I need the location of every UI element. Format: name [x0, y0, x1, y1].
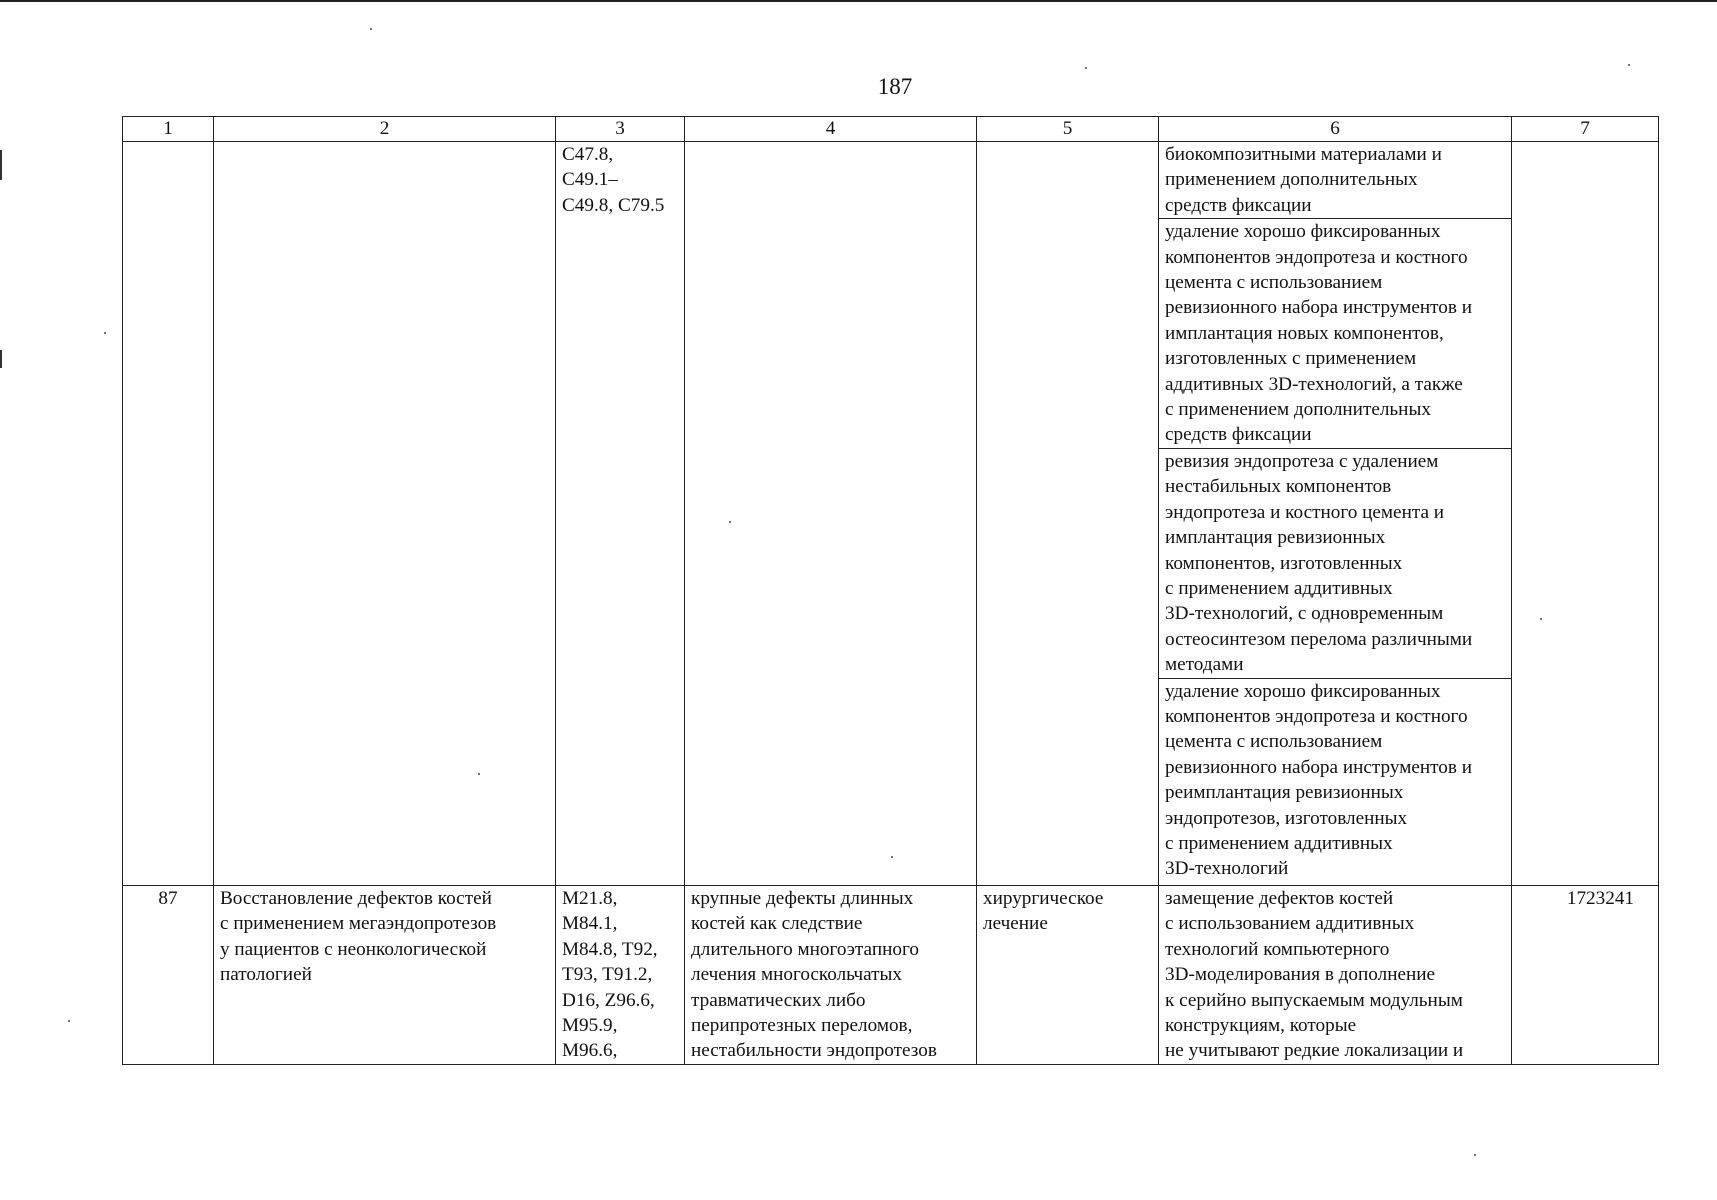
column-header: 7 — [1512, 117, 1659, 142]
scan-speck — [370, 28, 372, 30]
cell-cost: 1723241 — [1512, 886, 1659, 1065]
method-line: компонентов эндопротеза и костного — [1165, 705, 1468, 727]
method-line: 3D-моделирования в дополнение — [1165, 964, 1436, 986]
patient-model-line: длительного многоэтапного — [691, 938, 919, 960]
method-line: аддитивных 3D-технологий, а также — [1165, 373, 1463, 395]
cell-icd-codes — [556, 886, 685, 1065]
icd-code-line: D16, Z96.6, — [562, 989, 655, 1011]
page-top-edge — [0, 0, 1717, 2]
table-row — [123, 886, 1659, 1065]
cell-treatment-type — [977, 142, 1159, 886]
scan-edge-mark — [0, 150, 2, 180]
column-number-row — [123, 117, 1659, 142]
method-block — [1159, 142, 1511, 218]
icd-code-line: M95.9, — [562, 1015, 618, 1037]
cell-treatment-methods — [1159, 142, 1512, 886]
method-line: имплантация новых компонентов, — [1165, 322, 1444, 344]
method-line: эндопротеза и костного цемента и — [1165, 501, 1445, 523]
scan-speck — [68, 1020, 70, 1022]
scan-speck — [1474, 1154, 1476, 1156]
column-header: 5 — [977, 117, 1159, 142]
icd-code-line: C49.8, C79.5 — [562, 194, 665, 216]
method-line: нестабильных компонентов — [1165, 476, 1392, 498]
patient-model-line: крупные дефекты длинных — [691, 888, 914, 909]
patient-model-line: костей как следствие — [691, 913, 863, 935]
method-line: с применением аддитивных — [1165, 832, 1393, 854]
column-header: 4 — [685, 117, 977, 142]
method-line: изготовленных с применением — [1165, 348, 1417, 370]
method-block — [1159, 218, 1511, 448]
method-line: цемента с использованием — [1165, 272, 1383, 294]
method-line: удаление хорошо фиксированных — [1165, 221, 1441, 243]
method-line: компонентов эндопротеза и костного — [1165, 246, 1468, 268]
scan-speck — [1628, 64, 1630, 66]
profile-line: с применением мегаэндопротезов — [220, 913, 497, 935]
table-row — [123, 142, 1659, 886]
method-line: замещение дефектов костей — [1165, 888, 1394, 909]
method-line: 3D-технологий, с одновременным — [1165, 603, 1444, 625]
method-line: цемента с использованием — [1165, 731, 1383, 753]
method-line: эндопротезов, изготовленных — [1165, 807, 1408, 829]
scan-speck — [1085, 67, 1087, 69]
profile-line: патологией — [220, 964, 312, 986]
method-line: методами — [1165, 654, 1244, 676]
cell-profile — [214, 142, 556, 886]
method-line: реимплантация ревизионных — [1165, 782, 1404, 804]
cell-patient-model — [685, 886, 977, 1065]
method-line: с применением аддитивных — [1165, 577, 1393, 599]
icd-code-line: M96.6, — [562, 1040, 618, 1062]
method-line: компонентов, изготовленных — [1165, 552, 1403, 574]
treatment-type-line: лечение — [983, 913, 1048, 935]
method-line: конструкциям, которые — [1165, 1015, 1357, 1037]
method-line: биокомпозитными материалами и — [1165, 144, 1442, 165]
method-line: ревизионного набора инструментов и — [1165, 297, 1472, 319]
cell-treatment-type — [977, 886, 1159, 1065]
column-header: 2 — [214, 117, 556, 142]
method-block — [1159, 448, 1511, 678]
scan-speck — [104, 332, 106, 334]
method-line: ревизия эндопротеза с удалением — [1165, 450, 1439, 472]
method-line: к серийно выпускаемым модульным — [1165, 989, 1463, 1011]
method-line: средств фиксации — [1165, 424, 1312, 446]
method-line: остеосинтезом перелома различными — [1165, 628, 1473, 650]
method-line: средств фиксации — [1165, 194, 1312, 216]
treatment-type-line: хирургическое — [983, 888, 1104, 909]
cell-cost — [1512, 142, 1659, 886]
icd-code-line: M21.8, — [562, 888, 618, 909]
icd-code-line: C49.1– — [562, 169, 618, 191]
scan-edge-mark — [0, 350, 2, 368]
method-line: ревизионного набора инструментов и — [1165, 756, 1472, 778]
column-header: 1 — [123, 117, 214, 142]
cell-treatment-methods — [1159, 886, 1512, 1065]
patient-model-line: перипротезных переломов, — [691, 1015, 913, 1037]
method-line: удаление хорошо фиксированных — [1165, 680, 1441, 702]
patient-model-line: травматических либо — [691, 989, 866, 1011]
icd-code-line: T93, T91.2, — [562, 964, 653, 986]
icd-code-line: C47.8, — [562, 144, 614, 165]
column-header: 6 — [1159, 117, 1512, 142]
cell-icd-codes — [556, 142, 685, 886]
profile-line: Восстановление дефектов костей — [220, 888, 492, 909]
method-line: применением дополнительных — [1165, 169, 1418, 191]
cell-profile — [214, 886, 556, 1065]
method-line: имплантация ревизионных — [1165, 527, 1386, 549]
medical-care-table — [122, 116, 1659, 1065]
method-line: с применением дополнительных — [1165, 399, 1431, 421]
cell-number — [123, 142, 214, 886]
column-header: 3 — [556, 117, 685, 142]
method-block — [1159, 678, 1511, 882]
icd-code-line: M84.1, — [562, 913, 618, 935]
method-line: 3D-технологий — [1165, 858, 1289, 880]
patient-model-line: нестабильности эндопротезов — [691, 1040, 937, 1062]
icd-code-line: M84.8, T92, — [562, 938, 658, 960]
cell-patient-model — [685, 142, 977, 886]
profile-line: у пациентов с неонкологической — [220, 938, 487, 960]
cell-number: 87 — [123, 886, 214, 1065]
method-line: с использованием аддитивных — [1165, 913, 1415, 935]
patient-model-line: лечения многоскольчатых — [691, 964, 903, 986]
method-line: не учитывают редкие локализации и — [1165, 1040, 1464, 1062]
page-number: 187 — [877, 74, 913, 99]
method-line: технологий компьютерного — [1165, 938, 1390, 960]
